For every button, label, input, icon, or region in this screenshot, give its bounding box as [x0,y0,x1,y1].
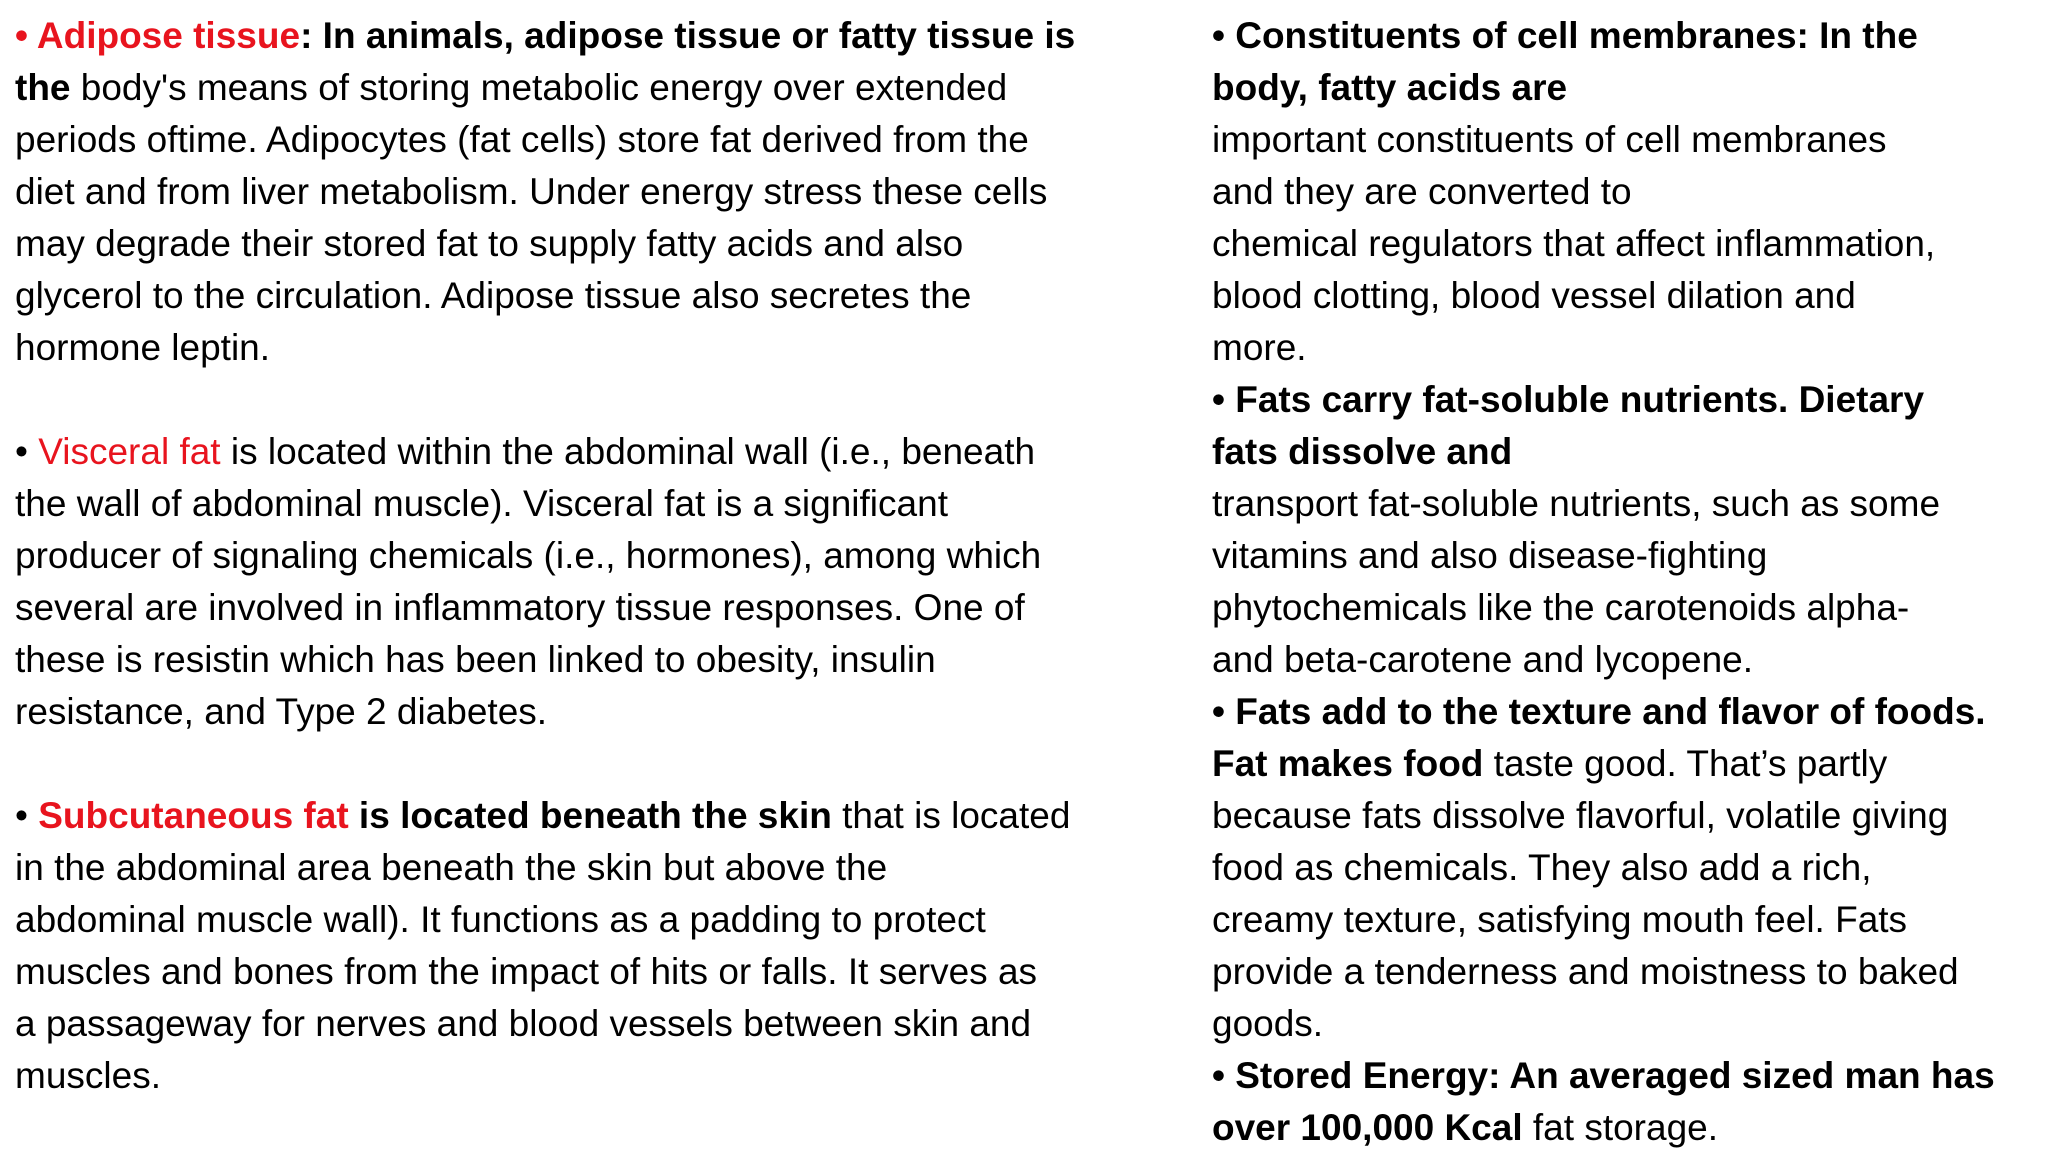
texture-flavor-paragraph [1212,686,2042,1050]
term-adipose-tissue: Adipose tissue [36,15,301,56]
text-line: muscles and bones from the impact of hits or falls. It serves as [15,951,1038,992]
visceral-fat-paragraph [15,426,1145,738]
bold-text: the [15,67,71,108]
text-line: because fats dissolve flavorful, volatile giving [1212,795,1949,836]
text-line [1212,738,2042,790]
text-line: and beta-carotene and lycopene. [1212,639,1754,680]
subcutaneous-fat-paragraph [15,790,1145,1102]
text-line [15,426,1145,478]
paragraph-gap [15,374,1145,426]
text-line: goods. [1212,1003,1324,1044]
nutrients-paragraph [1212,374,2042,686]
text-line: phytochemicals like the carotenoids alpha- [1212,587,1910,628]
text-line: muscles. [15,1055,161,1096]
text-line: may degrade their stored fat to supply fatty acids and also [15,223,964,264]
text-line: these is resistin which has been linked to obesity, insulin [15,639,936,680]
text-line: a passageway for nerves and blood vessels between skin and [15,1003,1032,1044]
text-line: important constituents of cell membranes [1212,119,1887,160]
body-text: is located within the abdominal wall (i.e., beneath [220,431,1036,472]
text-line: hormone leptin. [15,327,271,368]
right-column [1212,10,2042,1154]
text-line: several are involved in inflammatory tissue responses. One of [15,587,1025,628]
text-line: blood clotting, blood vessel dilation and [1212,275,1856,316]
text-line: glycerol to the circulation. Adipose tissue also secretes the [15,275,972,316]
text-line: the wall of abdominal muscle). Visceral fat is a significant [15,483,948,524]
body-text: that is located [831,795,1071,836]
bold-text: Fat makes food [1212,743,1484,784]
bold-text: : In animals, adipose tissue or fatty tissue is [300,15,1076,56]
text-line [1212,1102,2042,1154]
text-line: provide a tenderness and moistness to baked [1212,951,1959,992]
text-line: body, fatty acids are [1212,67,1568,108]
adipose-tissue-paragraph [15,10,1145,374]
paragraph-gap [15,738,1145,790]
text-line: chemical regulators that affect inflammation, [1212,223,1936,264]
text-line: periods oftime. Adipocytes (fat cells) store fat derived from the [15,119,1029,160]
text-line: in the abdominal area beneath the skin but above the [15,847,888,888]
term-subcutaneous-fat: Subcutaneous fat [38,795,349,836]
text-line: fats dissolve and [1212,431,1513,472]
text-line: food as chemicals. They also add a rich, [1212,847,1872,888]
text-line [15,10,1145,62]
text-line [15,62,1145,114]
text-line: resistance, and Type 2 diabetes. [15,691,548,732]
text-line: producer of signaling chemicals (i.e., hormones), among which [15,535,1042,576]
bold-text: is located beneath the skin [348,795,832,836]
body-text: body's means of storing metabolic energy over extended [70,67,1008,108]
body-text: taste good. That’s partly [1483,743,1888,784]
text-line: • Constituents of cell membranes: In the [1212,15,1918,56]
body-text: fat storage. [1522,1107,1719,1148]
text-line: abdominal muscle wall). It functions as a padding to protect [15,899,986,940]
text-line [15,790,1145,842]
text-line: and they are converted to [1212,171,1632,212]
text-line: creamy texture, satisfying mouth feel. Fats [1212,899,1908,940]
bullet: • [15,431,39,472]
stored-energy-paragraph [1212,1050,2042,1154]
text-line: • Stored Energy: An averaged sized man has [1212,1055,1995,1096]
bold-text: over 100,000 Kcal [1212,1107,1523,1148]
text-line: • Fats add to the texture and flavor of foods. [1212,691,1986,732]
text-line: vitamins and also disease-fighting [1212,535,1768,576]
left-column [15,10,1145,1102]
text-line: • Fats carry fat-soluble nutrients. Dietary [1212,379,1925,420]
text-line: more. [1212,327,1307,368]
bullet: • [15,15,37,56]
text-line: diet and from liver metabolism. Under energy stress these cells [15,171,1048,212]
text-line: transport fat-soluble nutrients, such as some [1212,483,1941,524]
cell-membranes-paragraph [1212,10,2042,374]
term-visceral-fat: Visceral fat [38,431,221,472]
bullet: • [15,795,39,836]
